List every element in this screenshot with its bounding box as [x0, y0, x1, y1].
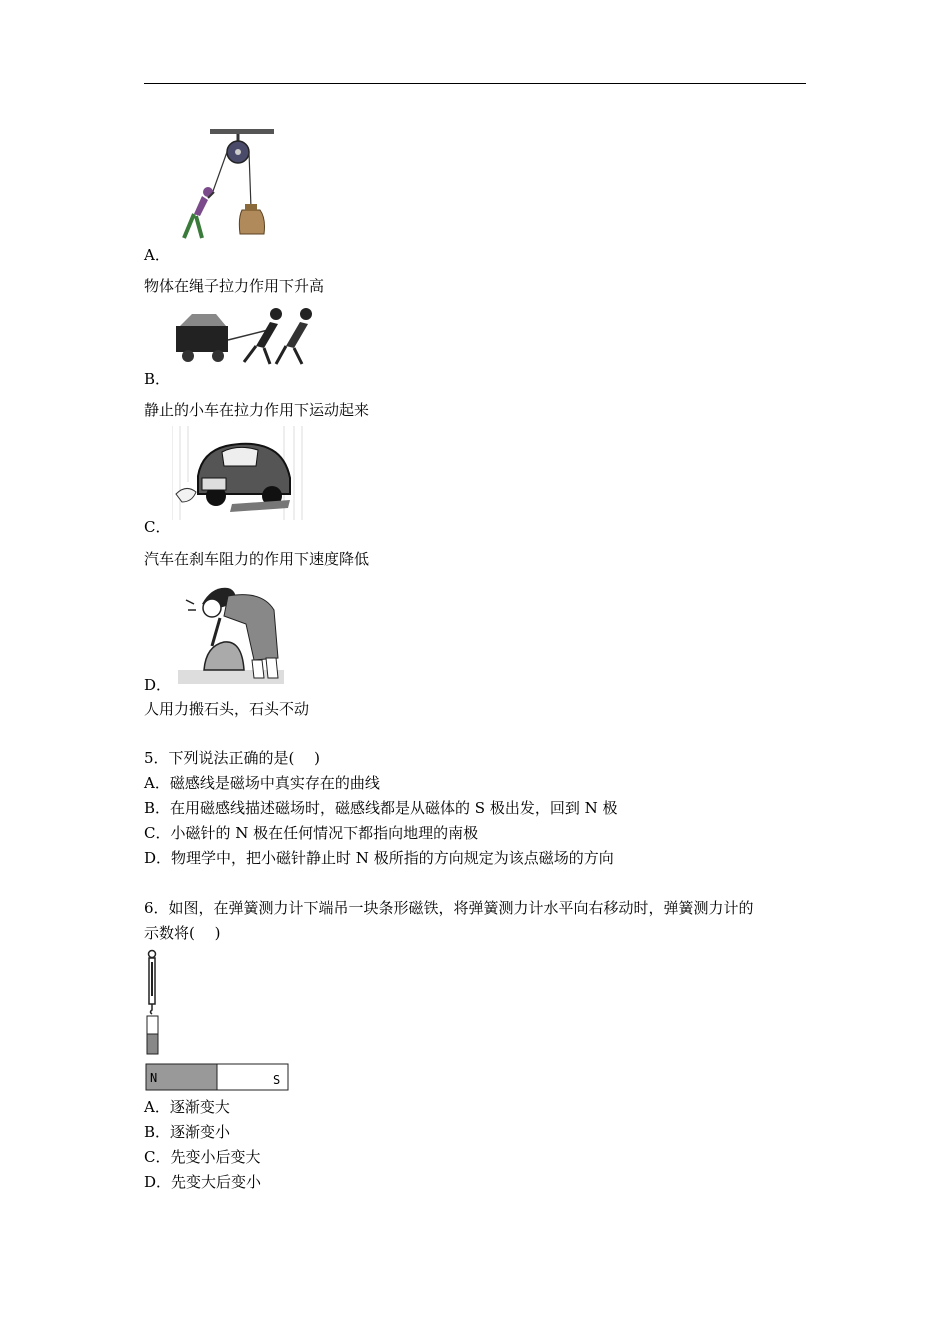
q6-option-d: D．先变大后变小 [144, 1173, 262, 1191]
car-braking-image [172, 422, 304, 520]
magnet-s-pole: S [273, 1073, 281, 1087]
option-c-letter: C． [144, 518, 171, 536]
q5-option-c: C．小磁针的 N 极在任何情况下都指向地理的南极 [144, 824, 479, 842]
header-rule [144, 83, 806, 84]
option-a-letter: A． [144, 246, 170, 264]
magnet-n-pole: N [150, 1071, 158, 1085]
q5-option-d: D．物理学中，把小磁针静止时 N 极所指的方向规定为该点磁场的方向 [144, 849, 614, 867]
q5-option-b: B．在用磁感线描述磁场时，磁感线都是从磁体的 S 极出发，回到 N 极 [144, 799, 618, 817]
spring-scale-magnet-diagram [144, 948, 292, 1094]
option-b-caption: 静止的小车在拉力作用下运动起来 [144, 401, 370, 419]
q6-option-c: C．先变小后变大 [144, 1148, 261, 1166]
q6-stem-line1: 6．如图，在弹簧测力计下端吊一块条形磁铁，将弹簧测力计水平向右移动时，弹簧测力计的 [144, 899, 754, 917]
pulley-lifting-image [172, 126, 276, 244]
q6-stem-line2: 示数将( ) [144, 924, 221, 942]
q5-option-a: A．磁感线是磁场中真实存在的曲线 [144, 774, 380, 792]
q6-option-a: A．逐渐变大 [144, 1098, 230, 1116]
q6-option-b: B．逐渐变小 [144, 1123, 231, 1141]
option-b-letter: B． [144, 370, 171, 388]
option-a-caption: 物体在绳子拉力作用下升高 [144, 277, 325, 295]
option-d-letter: D． [144, 676, 172, 694]
person-lifting-stone-image [172, 574, 288, 686]
option-c-caption: 汽车在刹车阻力的作用下速度降低 [144, 550, 370, 568]
option-d-caption: 人用力搬石头，石头不动 [144, 700, 310, 718]
cart-pulled-image [172, 300, 320, 370]
q5-stem: 5．下列说法正确的是( ) [144, 749, 321, 767]
